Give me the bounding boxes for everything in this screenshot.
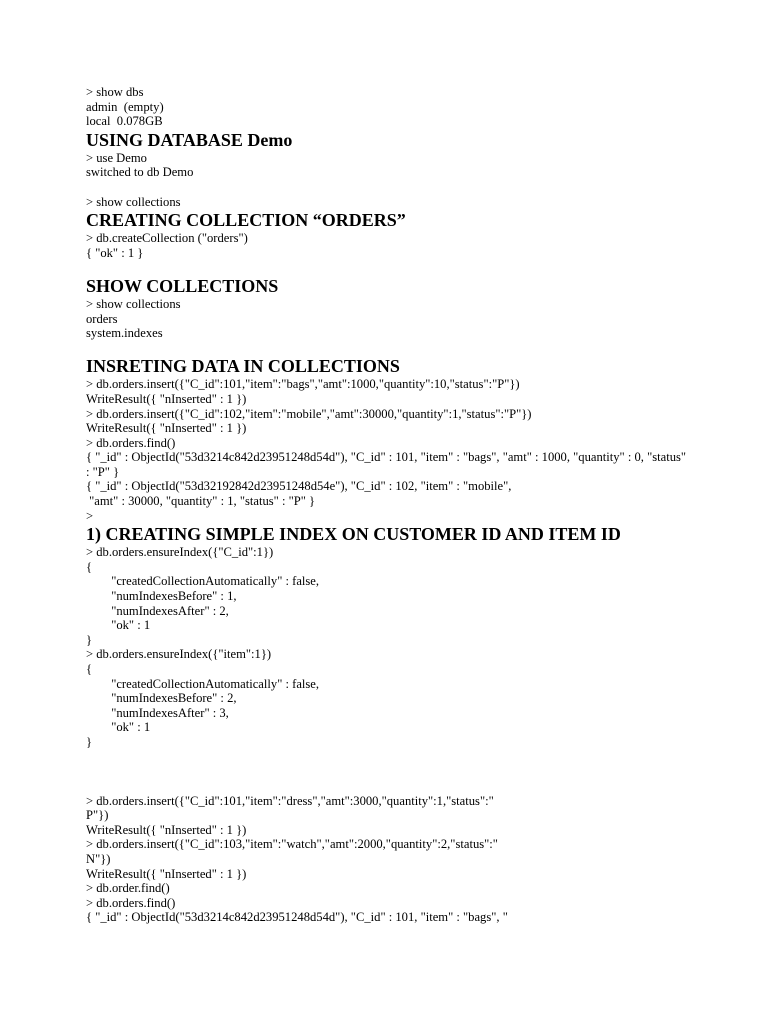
section-heading-creating-collection: CREATING COLLECTION “ORDERS” (86, 210, 406, 231)
text-line: { "ok" : 1 } (86, 245, 144, 260)
text-line: WriteResult({ "nInserted" : 1 }) (86, 822, 247, 837)
spacer (86, 341, 746, 356)
text-line: { "_id" : ObjectId("53d3214c842d23951248d54d"), "C_id" : 101, "item" : "bags", "amt" : 1000, "quantity" : 0, "status" (86, 450, 687, 465)
text-line: N"}) (86, 851, 111, 866)
text-line: > db.orders.insert({"C_id":101,"item":"bags","amt":1000,"quantity":10,"status":"P"}) (86, 377, 520, 392)
text-line: WriteResult({ "nInserted" : 1 }) (86, 866, 247, 881)
text-line: "numIndexesBefore" : 2, (86, 691, 237, 706)
text-line: WriteResult({ "nInserted" : 1 }) (86, 391, 247, 406)
text-block-use-demo (86, 151, 746, 180)
text-line: local 0.078GB (86, 114, 163, 129)
text-line: P"}) (86, 808, 109, 823)
text-block-more-inserts (86, 794, 746, 925)
document-page (86, 85, 746, 925)
text-line: admin (empty) (86, 99, 164, 114)
text-line: > db.order.find() (86, 881, 170, 896)
text-line: > db.orders.ensureIndex({"C_id":1}) (86, 545, 274, 560)
text-block-show-collections-1 (86, 195, 746, 210)
text-line: > db.createCollection ("orders") (86, 231, 248, 246)
text-line: > show collections (86, 296, 181, 311)
text-line: > db.orders.find() (86, 895, 176, 910)
text-line: "ok" : 1 (86, 618, 151, 633)
section-heading-show-collections: SHOW COLLECTIONS (86, 275, 279, 296)
text-line: "numIndexesAfter" : 2, (86, 603, 229, 618)
text-line: > show collections (86, 194, 181, 209)
text-line: > db.orders.insert({"C_id":102,"item":"mobile","amt":30000,"quantity":1,"status":"P"}) (86, 406, 532, 421)
text-line: > use Demo (86, 150, 147, 165)
text-line: > show dbs (86, 85, 144, 99)
text-line: { "_id" : ObjectId("53d32192842d23951248d54e"), "C_id" : 102, "item" : "mobile", (86, 479, 512, 494)
text-line: { (86, 559, 93, 574)
text-line: > (86, 508, 94, 523)
text-block-show-dbs (86, 85, 746, 129)
text-line: } (86, 734, 93, 749)
spacer (86, 750, 746, 794)
text-block-show-collections-2 (86, 297, 746, 341)
text-line: switched to db Demo (86, 165, 194, 180)
text-line: { (86, 662, 93, 676)
text-line: > db.orders.insert({"C_id":103,"item":"watch","amt":2000,"quantity":2,"status":" (86, 837, 498, 852)
text-line: system.indexes (86, 326, 163, 341)
text-block-insert-find (86, 377, 746, 523)
text-line: > db.orders.find() (86, 435, 176, 450)
text-line: "numIndexesAfter" : 3, (86, 705, 229, 720)
text-line: orders (86, 311, 118, 326)
spacer (86, 180, 746, 195)
text-line: } (86, 632, 93, 647)
section-heading-inserting-data: INSRETING DATA IN COLLECTIONS (86, 356, 400, 377)
text-line: "createdCollectionAutomatically" : false, (86, 574, 320, 589)
text-line: "numIndexesBefore" : 1, (86, 589, 237, 604)
text-block-ensure-index (86, 545, 746, 749)
text-line: "amt" : 30000, "quantity" : 1, "status" : "P" } (86, 494, 316, 509)
text-line: > db.orders.insert({"C_id":101,"item":"dress","amt":3000,"quantity":1,"status":" (86, 793, 494, 808)
section-heading-simple-index: 1) CREATING SIMPLE INDEX ON CUSTOMER ID AND ITEM ID (86, 524, 621, 545)
section-heading-using-database: USING DATABASE Demo (86, 129, 293, 150)
text-line: : "P" } (86, 464, 120, 479)
text-line: { "_id" : ObjectId("53d3214c842d23951248d54d"), "C_id" : 101, "item" : "bags", " (86, 910, 508, 925)
text-line: "createdCollectionAutomatically" : false, (86, 676, 320, 691)
text-line: > db.orders.ensureIndex({"item":1}) (86, 647, 272, 662)
text-line: WriteResult({ "nInserted" : 1 }) (86, 421, 247, 436)
text-block-create-collection (86, 231, 746, 260)
spacer (86, 260, 746, 275)
text-line: "ok" : 1 (86, 720, 151, 735)
